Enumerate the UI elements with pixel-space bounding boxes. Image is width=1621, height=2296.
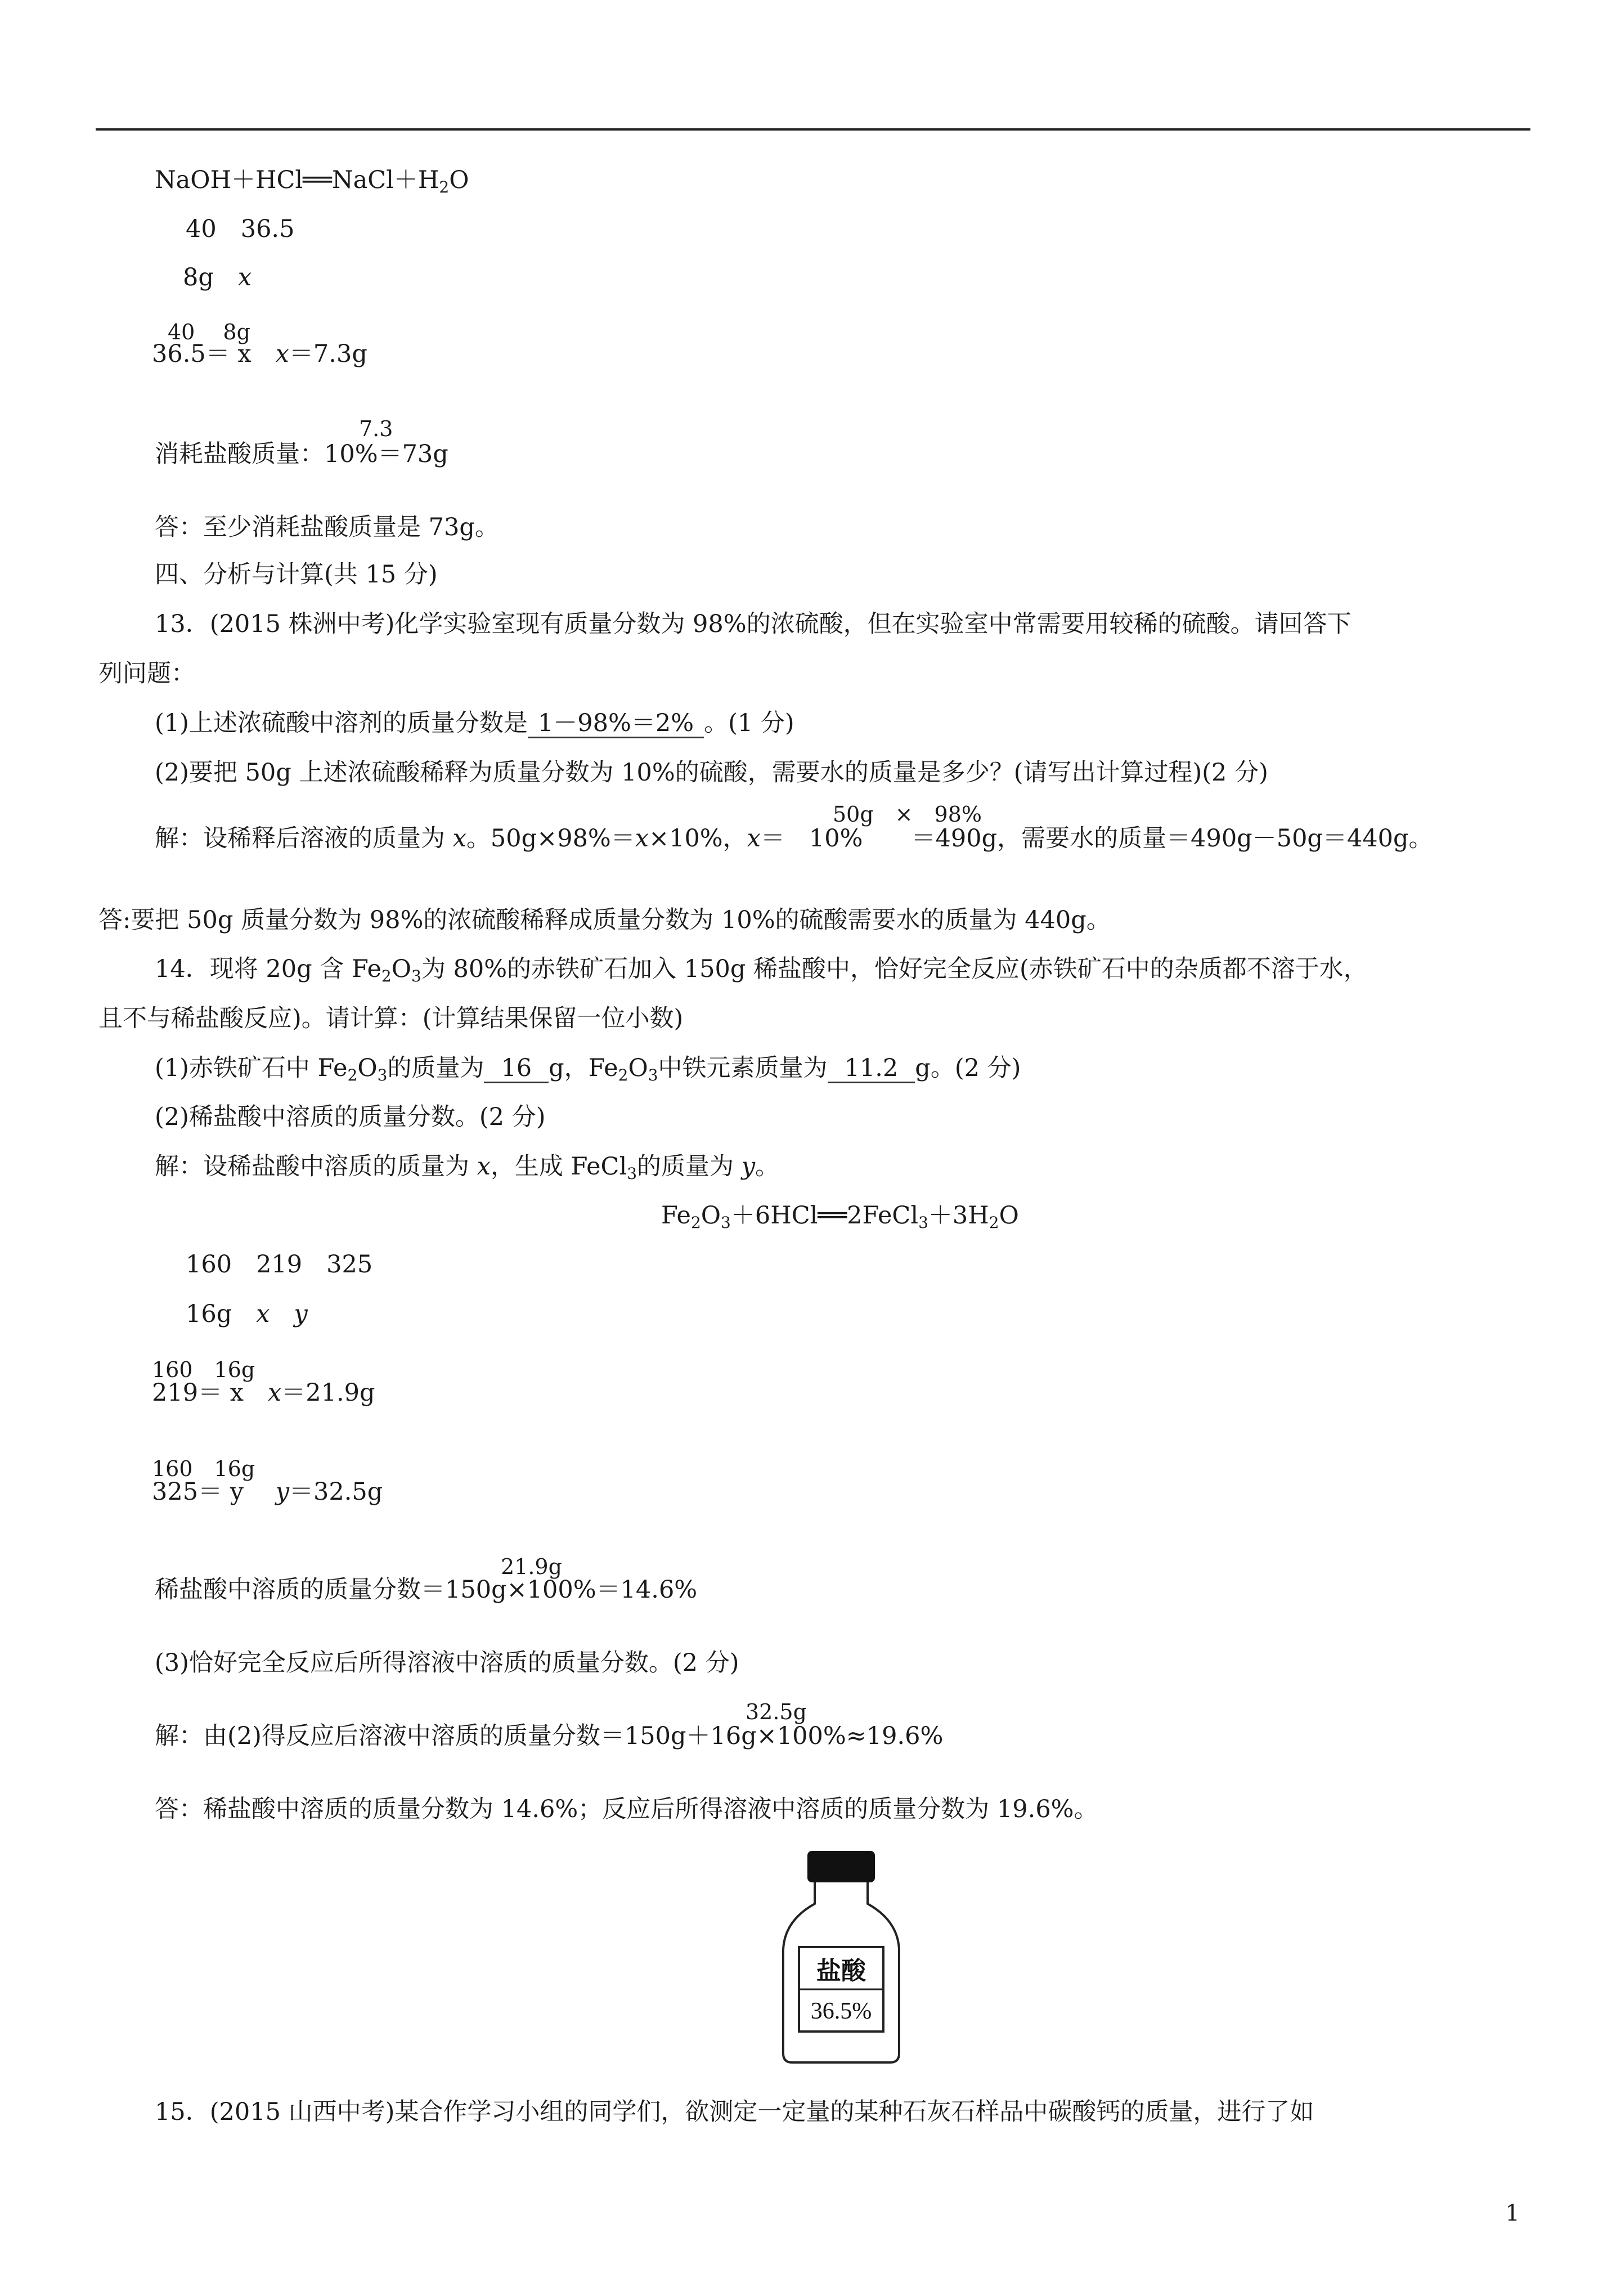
q13-answer: 答:要把 50g 质量分数为 98%的浓硫酸稀释成质量分数为 10%的硫酸需要水的质量为 440g。 <box>98 906 1111 934</box>
page-number: 1 <box>1505 2200 1520 2226</box>
hydrochloric-acid-bottle <box>776 1849 906 2065</box>
q13-solution-fraction-top: 50g × 98% <box>833 802 982 827</box>
q14-part1: (1)赤铁矿石中 $Fe_2O_3$的质量为 16 g，$Fe_2O_3$中铁元素质量为 11.2 g。(2 分) <box>155 1054 1021 1084</box>
bottle-cap <box>807 1851 875 1882</box>
header-rule <box>96 128 1530 131</box>
naoh-consume-line: 消耗盐酸质量：10%＝73g <box>155 440 448 468</box>
q13-part1-answer: 1－98%＝2% <box>528 710 704 738</box>
q14-part3-top: 32.5g <box>746 1699 807 1724</box>
q15-stem: 15．(2015 山西中考)某合作学习小组的同学们，欲测定一定量的某种石灰石样品中碳酸钙的质量，进行了如 <box>155 2098 1314 2126</box>
q14-concentration-top: 21.9g <box>501 1554 562 1579</box>
q14-amounts: 16g x y <box>186 1300 308 1328</box>
q13-stem-line2: 列问题： <box>98 660 195 688</box>
bottle-label-concentration: 36.5% <box>810 1998 872 2024</box>
q13-solution-line: 解：设稀释后溶液的质量为 x。50g×98%＝x×10%，x＝ 10% ＝490g，需要水的质量＝490g－50g＝440g。 <box>155 824 1433 853</box>
q14-fraction1-top: 160 16g <box>152 1357 255 1382</box>
naoh-equation: $NaOH+HCl══NaCl+H_2O$ <box>155 166 469 196</box>
naoh-answer: 答：至少消耗盐酸质量是 73g。 <box>155 513 499 541</box>
q14-masses: 160 219 325 <box>186 1250 373 1279</box>
q14-concentration-line: 稀盐酸中溶质的质量分数＝150g×100%＝14.6% <box>155 1576 698 1604</box>
q14-fraction2-line: 325＝ y y＝32.5g <box>152 1478 383 1506</box>
naoh-fraction-top: 40 8g <box>168 320 250 344</box>
q14-part1-answer2: 11.2 <box>828 1055 915 1083</box>
naoh-consume-top: 7.3 <box>359 416 393 441</box>
q14-solution-setup: 解：设稀盐酸中溶质的质量为 x，生成 FeCl$_3$的质量为 y。 <box>155 1153 779 1183</box>
naoh-masses: 40 36.5 <box>186 215 295 243</box>
q14-stem-line1: 14．现将 20g 含 $Fe_2O_3$为 80%的赤铁矿石加入 150g 稀盐酸中，恰好完全反应(赤铁矿石中的杂质都不溶于水， <box>155 955 1368 985</box>
section-heading: 四、分析与计算(共 15 分) <box>155 560 438 589</box>
bottle-label-name: 盐酸 <box>816 1957 866 1985</box>
q13-stem-line1: 13．(2015 株洲中考)化学实验室现有质量分数为 98%的浓硫酸，但在实验室中常需要用较稀的硫酸。请回答下 <box>155 610 1351 638</box>
q14-stem-line2: 且不与稀盐酸反应)。请计算：(计算结果保留一位小数) <box>98 1004 684 1033</box>
q14-part3-solution: 解：由(2)得反应后溶液中溶质的质量分数＝150g＋16g×100%≈19.6% <box>155 1722 944 1750</box>
q14-fraction1-line: 219＝ x x＝21.9g <box>152 1379 375 1407</box>
q14-part3: (3)恰好完全反应后所得溶液中溶质的质量分数。(2 分) <box>155 1649 739 1677</box>
q13-part2: (2)要把 50g 上述浓硫酸稀释为质量分数为 10%的硫酸，需要水的质量是多少？(请写出计算过程)(2 分) <box>155 759 1268 787</box>
q14-fraction2-top: 160 16g <box>152 1456 255 1481</box>
q14-answer: 答：稀盐酸中溶质的质量分数为 14.6%；反应后所得溶液中溶质的质量分数为 19.6%。 <box>155 1795 1098 1823</box>
q14-part2: (2)稀盐酸中溶质的质量分数。(2 分) <box>155 1103 546 1131</box>
q14-part1-answer1: 16 <box>484 1055 549 1083</box>
naoh-fraction-line: 36.5＝ x x＝7.3g <box>152 340 367 368</box>
q14-equation: $Fe_2O_3+6HCl══2FeCl_3+3H_2O$ <box>661 1201 1019 1232</box>
q13-part1: (1)上述浓硫酸中溶剂的质量分数是 1－98%＝2% 。(1 分) <box>155 709 794 738</box>
naoh-amounts: 8g x <box>183 263 252 292</box>
